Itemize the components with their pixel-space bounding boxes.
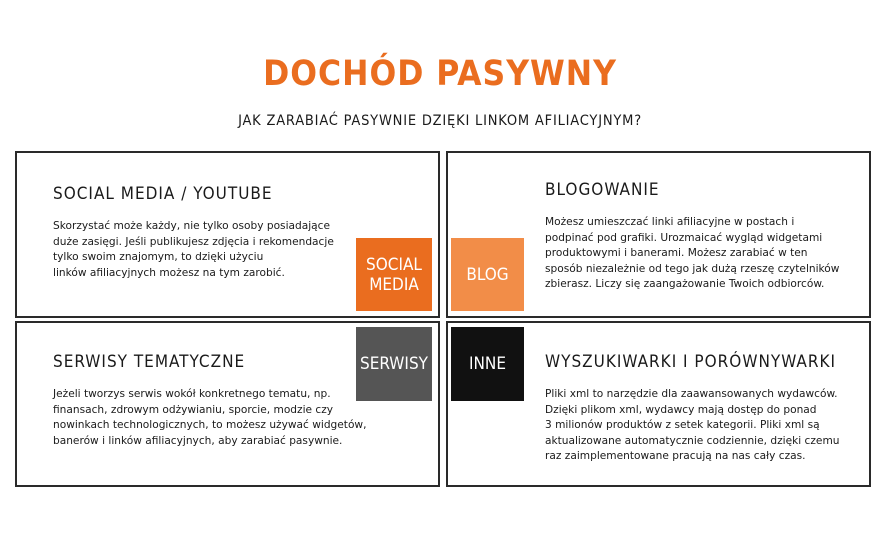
card-blog-text: Możesz umieszczać linki afiliacyjne w postach i podpinać pod grafiki. Urozmaicać wygląd widgetami produktowymi i banerami. Możesz zarabiać w ten sposób niezależnie od tego jak dużą rzeszę czytelników zbierasz. Liczy się zaangażowanie Twoich odbiorców. (545, 216, 840, 290)
tag-serwisy: SERWISY (356, 327, 432, 401)
page-title: DOCHÓD PASYWNY (263, 54, 617, 94)
card-serwisy-text: Jeżeli tworzys serwis wokół konkretnego tematu, np. finansach, zdrowym odżywianiu, sporcie, modzie czy nowinkach technologicznych, to możesz używać widgetów, banerów i linków afiliacyjnych, aby zarabiać pasywnie. (53, 388, 367, 447)
card-inne-title: WYSZUKIWARKI I PORÓWNYWARKI (545, 352, 837, 372)
tag-blog: BLOG (451, 238, 524, 311)
card-serwisy-title: SERWISY TEMATYCZNE (53, 352, 246, 372)
card-inne-text: Pliki xml to narzędzie dla zaawansowanych wydawców. Dzięki plikom xml, wydawcy mają dostęp do ponad 3 milionów produktów z setek kategorii. Pliki xml są aktualizowane automatycznie codziennie, dzięki czemu raz zaimplementowane pracują na nas cały czas. (545, 388, 840, 462)
card-social-media-text: Skorzystać może każdy, nie tylko osoby posiadające duże zasięgi. Jeśli publikujesz zdjęcia i rekomendacje tylko swoim znajomym, to dzięki użyciu linków afiliacyjnych możesz na tym zarobić. (53, 220, 334, 279)
tag-inne: INNE (451, 327, 524, 401)
tag-social-media: SOCIAL MEDIA (356, 238, 432, 311)
card-social-media-title: SOCIAL MEDIA / YOUTUBE (53, 184, 273, 204)
page-subtitle: JAK ZARABIAĆ PASYWNIE DZIĘKI LINKOM AFILIACYJNYM? (238, 113, 642, 129)
card-blog-title: BLOGOWANIE (545, 180, 660, 200)
